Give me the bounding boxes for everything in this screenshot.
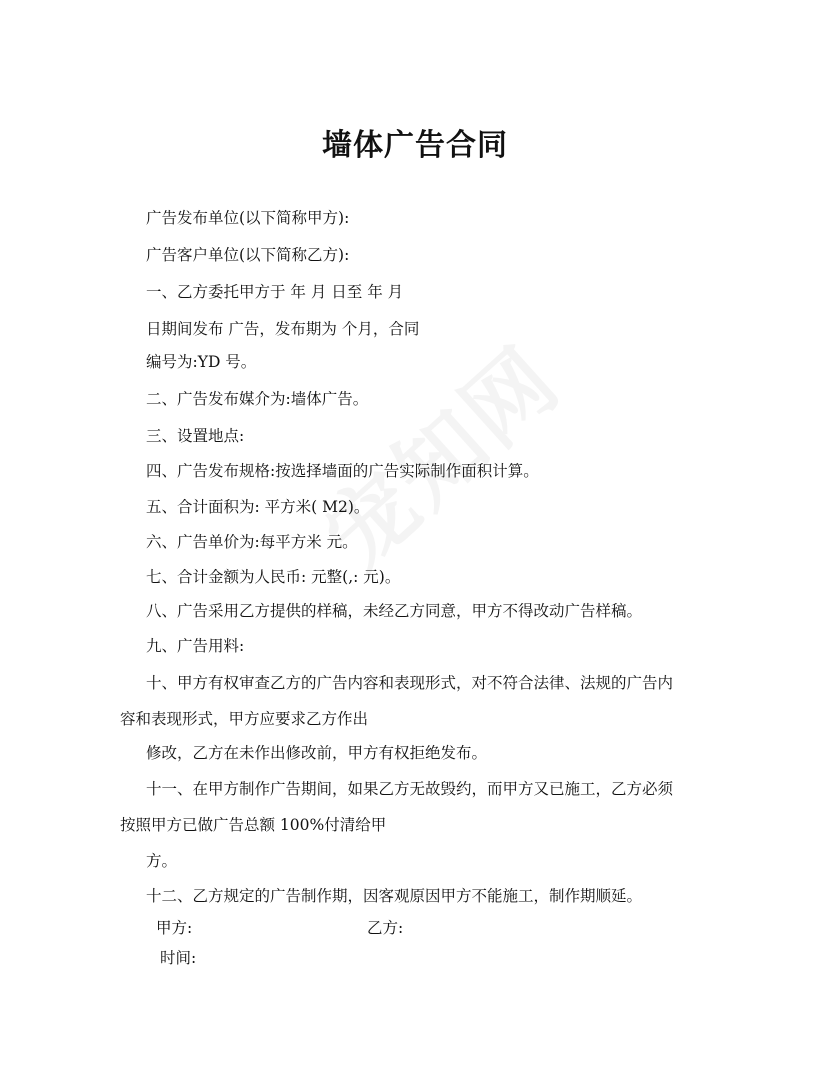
clause-10-line-3: 修改，乙方在未作出修改前，甲方有权拒绝发布。	[146, 744, 488, 762]
clause-8: 八、广告采用乙方提供的样稿，未经乙方同意，甲方不得改动广告样稿。	[146, 602, 643, 620]
party-a-label: 甲方:	[156, 919, 193, 937]
clause-4: 四、广告发布规格:按选择墙面的广告实际制作面积计算。	[146, 462, 539, 480]
clause-6: 六、广告单价为:每平方米 元。	[146, 533, 358, 551]
clause-3: 三、设置地点:	[146, 427, 245, 445]
clause-12: 十二、乙方规定的广告制作期，因客观原因甲方不能施工，制作期顺延。	[146, 887, 643, 905]
party-b-label: 乙方:	[367, 919, 404, 937]
clause-11-line-3: 方。	[146, 852, 178, 870]
clause-10-line-1: 十、甲方有权审查乙方的广告内容和表现形式，对不符合法律、法规的广告内	[146, 674, 674, 692]
clause-7: 七、合计金额为人民币: 元整(,: 元)。	[146, 568, 401, 586]
clause-client: 广告客户单位(以下简称乙方):	[146, 246, 350, 264]
clause-5: 五、合计面积为: 平方米( M2)。	[146, 498, 370, 516]
clause-11-line-1: 十一、在甲方制作广告期间，如果乙方无故毁约，而甲方又已施工，乙方必须	[146, 780, 674, 798]
document-title: 墙体广告合同	[322, 128, 508, 163]
clause-10-line-2: 容和表现形式，甲方应要求乙方作出	[120, 710, 369, 728]
time-label: 时间:	[160, 949, 197, 967]
clause-2: 二、广告发布媒介为:墙体广告。	[146, 390, 369, 408]
clause-11-line-2: 按照甲方已做广告总额 100%付清给甲	[120, 816, 387, 834]
clause-publisher: 广告发布单位(以下简称甲方):	[146, 209, 350, 227]
clause-1-line-1: 一、乙方委托甲方于 年 月 日至 年 月	[146, 283, 404, 301]
clause-1-line-3: 编号为:YD 号。	[146, 353, 257, 371]
clause-1-line-2: 日期间发布 广告，发布期为 个月，合同	[146, 320, 420, 338]
clause-9: 九、广告用料:	[146, 637, 245, 655]
